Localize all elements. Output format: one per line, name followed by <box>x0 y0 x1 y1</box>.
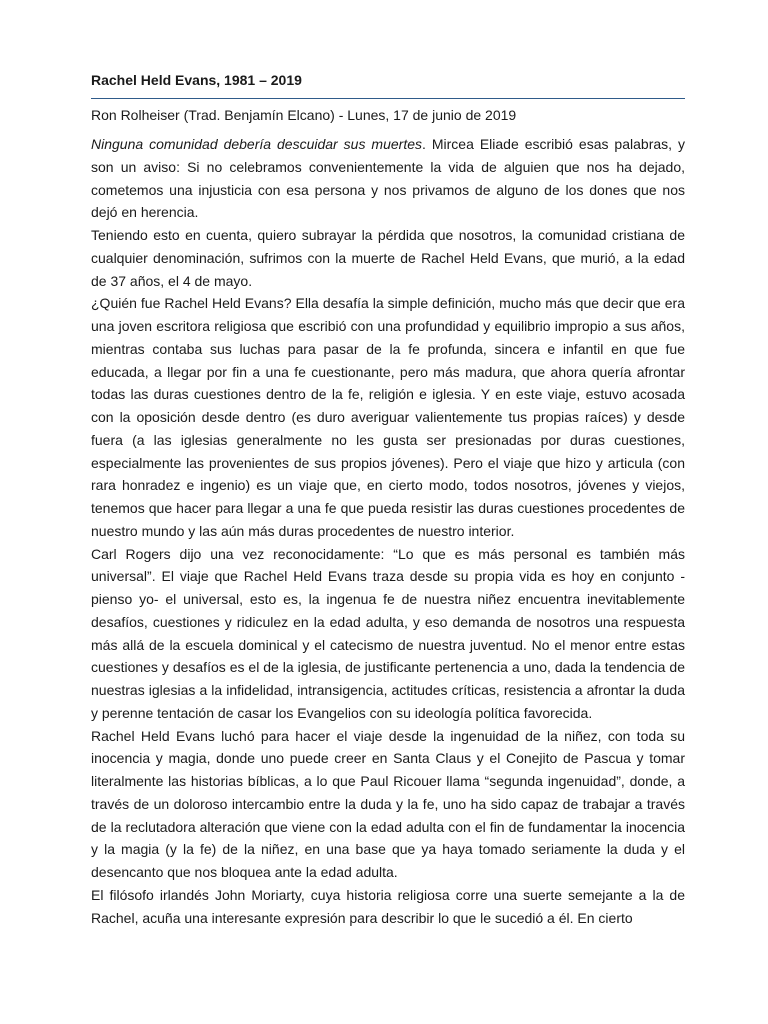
paragraph-2 <box>91 224 685 292</box>
paragraph-text: Rachel Held Evans luchó para hacer el viaje desde la ingenuidad de la niñez, con toda su inocencia y magia, donde uno puede creer en Santa Claus y el Conejito de Pascua y tomar literalmente las historias bíblicas, a lo que Paul Ricouer llama “segunda ingenuidad”, donde, a través de un doloroso intercambio entre la duda y la fe, uno ha sido capaz de trabajar a través de la reclutadora alteración que viene con la edad adulta con el fin de fundamentar la inocencia y la magia (y la fe) de la niñez, en una base que ya haya tomado seriamente la duda y el desencanto que nos bloquea ante la edad adulta. <box>91 727 685 880</box>
paragraph-text: . Mircea Eliade escribió esas palabras, y son un aviso: Si no celebramos convenientemente la vida de alguien que nos ha dejado, cometemos una injusticia con esa persona y nos privamos de alguno de los dones que nos dejó en herencia. <box>91 136 685 221</box>
article-byline: Ron Rolheiser (Trad. Benjamín Elcano) - Lunes, 17 de junio de 2019 <box>91 107 517 123</box>
paragraph-3 <box>91 292 685 542</box>
article-body <box>91 133 685 929</box>
paragraph-1 <box>91 133 685 224</box>
italic-quote: Ninguna comunidad debería descuidar sus muertes <box>91 136 422 152</box>
paragraph-6 <box>91 884 685 930</box>
paragraph-5 <box>91 725 685 884</box>
article-title: Rachel Held Evans, 1981 – 2019 <box>91 72 302 88</box>
paragraph-4 <box>91 543 685 725</box>
paragraph-text: ¿Quién fue Rachel Held Evans? Ella desafía la simple definición, mucho más que decir que era una joven escritora religiosa que escribió con una profundidad y equilibrio impropio a sus años, mientras contaba sus luchas para pasar de la fe profunda, sincera e infantil en que fue educada, a llegar por fin a una fe cuestionante, pero más madura, que ahora quería afrontar todas las duras cuestiones dentro de la fe, religión e iglesia. Y en este viaje, estuvo acosada con la oposición desde dentro (es duro averiguar valientemente tus propias raíces) y desde fuera (a las iglesias generalmente no les gusta ser presionadas por duras cuestiones, especialmente las provenientes de sus propios jóvenes). Pero el viaje que hizo y articula (con rara honradez e ingenio) es un viaje que, en cierto modo, todos nosotros, jóvenes y viejos, tenemos que hacer para llegar a una fe que pueda resistir las duras cuestiones procedentes de nuestro mundo y las aún más duras procedentes de nuestro interior. <box>91 295 685 539</box>
paragraph-text: Teniendo esto en cuenta, quiero subrayar la pérdida que nosotros, la comunidad cristiana de cualquier denominación, sufrimos con la muerte de Rachel Held Evans, que murió, a la edad de 37 años, el 4 de mayo. <box>91 227 685 289</box>
paragraph-text: Carl Rogers dijo una vez reconocidamente: “Lo que es más personal es también más universal”. El viaje que Rachel Held Evans traza desde su propia vida es hoy en conjunto -pienso yo- el universal, esto es, la ingenua fe de nuestra niñez encuentra inevitablemente desafíos, cuestiones y ridiculez en la edad adulta, y eso demanda de nosotros una respuesta más allá de la escuela dominical y el catecismo de nuestra juventud. No el menor entre estas cuestiones y desafíos es el de la iglesia, de justificante pertenencia a uno, dada la tendencia de nuestras iglesias a la infidelidad, intransigencia, actitudes críticas, resistencia a afrontar la duda y perenne tentación de casar los Evangelios con su ideología política favorecida. <box>91 545 685 721</box>
paragraph-text: El filósofo irlandés John Moriarty, cuya historia religiosa corre una suerte semejante a la de Rachel, acuña una interesante expresión para describir lo que le sucedió a él. En cierto <box>91 886 685 926</box>
title-divider <box>91 98 685 99</box>
